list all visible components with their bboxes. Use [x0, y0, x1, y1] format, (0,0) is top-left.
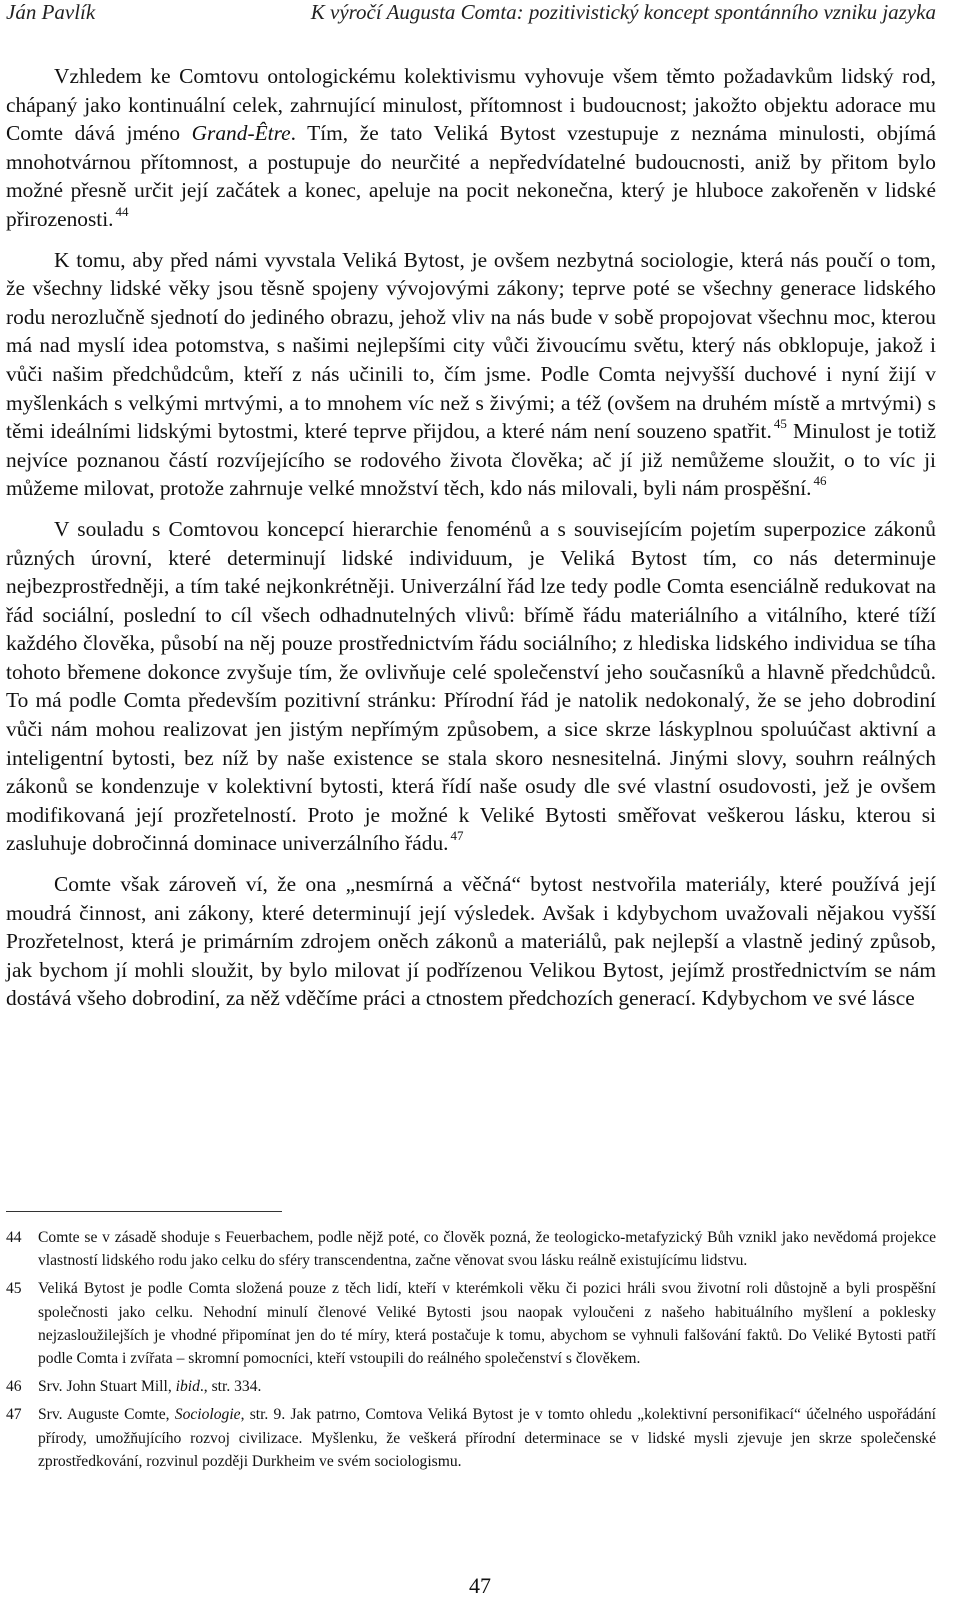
header-title: K výročí Augusta Comta: pozitivistický koncept spontánního vzniku jazyka	[310, 0, 936, 24]
paragraph-2	[6, 246, 936, 503]
paragraph-3	[6, 515, 936, 858]
footnote-text-prefix: Srv. John Stuart Mill,	[38, 1378, 176, 1396]
footnote-number: 46	[6, 1378, 22, 1396]
footnote-text-suffix: , str. 9. Jak patrno, Comtova Veliká Bytost je v tomto ohledu „kolektivní personifikací“ účelného uspořádání přírody, umožňujícího rozvoj civilizace. Myšlenku, že veškerá přírodní determinace se v lidské mysli zjevuje jen skrze společenské zprostředkování, rozvinul později Durkheim ve svém sociologismu.	[38, 1406, 936, 1470]
footnote-47	[6, 1403, 936, 1473]
footnote-divider	[6, 1211, 282, 1212]
page-number: 47	[469, 1573, 491, 1598]
paragraph-2-text-b: Minulost je totiž nejvíce poznanou částí rozvíjejícího se rodového života člověka; ač jí již nemůžeme sloužit, o to víc ji můžeme milovat, protože zahrnuje velké množství těch, kdo nás milovali, byli nám prospěšní.	[6, 419, 936, 501]
footnote-text-suffix: ., str. 334.	[199, 1378, 262, 1396]
paragraph-3-text: V souladu s Comtovou koncepcí hierarchie fenoménů a s souvisejícím pojetím superpozice zákonů různých úrovní, které determinují lidské individuum, je Veliká Bytost tím, co nás determinuje nejbezprostředněji, a tím také nejkonkrétněji. Univerzální řád lze tedy podle Comta esenciálně redukovat na řád sociální, poslední to cíl všech odhadnutelných vlivů: břímě řádu materiálního a vitálního, které tíží každého člověka, působí na něj pouze prostřednictvím řádu sociálního; z hlediska lidského individua se tíha tohoto břemene dokonce zvyšuje tím, že ovlivňuje celé společenství jeho současníků a hlavně předchůdců. To má podle Comta především pozitivní stránku: Přírodní řád je natolik nedokonalý, že se jeho dobrodiní vůči nám mohou realizovat jen jistým nepřímým způsobem, a sice skrze láskyplnou spoluúčast aktivní a inteligentní bytosti, bez níž by naše existence se stala skoro nesnesitelná. Jinými slovy, souhrn reálných zákonů se kondenzuje v kolektivní bytosti, která řídí naše osudy dle své vlastní osudovosti, jež je ovšem modifikovaná její prozřetelností. Proto je možné k Veliké Bytosti směřovat veškerou lásku, kterou si zasluhuje dobročinná dominace univerzálního řádu.	[6, 516, 936, 856]
footnote-text: Veliká Bytost je podle Comta složená pouze z těch lidí, kteří v kterémkoli věku či pozici hráli svou životní roli důstojně a byli prospěšní společnosti jako celku. Nehodní minulí členové Veliké Bytosti jsou naopak vyloučeni z našeho habituálního myšlení a poklesky nejzasloužilejších je vhodné připomínat jen do té míry, která postačuje k tomu, abychom se vyhnuli falšování faktů. Do Veliké Bytosti patří podle Comta i zvířata – skromní pomocníci, kteří vstoupili do reálného společenství s člověkem.	[38, 1280, 936, 1368]
footnote-46	[6, 1375, 936, 1398]
running-header	[6, 0, 936, 30]
paragraph-2-text-a: K tomu, aby před námi vyvstala Veliká Bytost, je ovšem nezbytná sociologie, která nás poučí o tom, že všechny lidské věky jsou těsně spojeny vývojovými zákony; teprve poté se všechny generace lidského rodu nerozlučně sjednotí do jediného obrazu, jehož vliv na nás bude v sobě propojovat všechnu moc, kterou má nad myslí idea potomstva, s našimi nejlepšími city vůči živoucímu světu, který nás obklopuje, jakož i vůči našim předchůdcům, kteří z nás učinili to, čím jsme. Podle Comta nejvyšší duchové i nyní žijí v myšlenkách s velkými mrtvými, a to mnohem víc než s živými; a též (ovšem na druhém místě a mrtvými) s těmi ideálními lidskými bytostmi, které teprve přijdou, a které nám není souzeno spatřit.	[6, 247, 936, 444]
footnote-ref-45[interactable]: 45	[773, 416, 787, 431]
footnote-italic: Sociologie	[174, 1406, 241, 1424]
footnote-text-prefix: Srv. Auguste Comte,	[38, 1406, 175, 1424]
footnote-number: 44	[6, 1229, 22, 1246]
footnote-number: 45	[6, 1280, 22, 1298]
paragraph-4-text: Comte však zároveň ví, že ona „nesmírná a věčná“ bytost nestvořila materiály, které používá její moudrá činnost, ani zákony, které determinují její výsledek. Avšak i kdybychom uvažovali nějakou vyšší Prozřetelnost, která je primárním zdrojem oněch zákonů a materiálů, pak nejlepší a vlastně jediný způsob, jak bychom jí mohli sloužit, by bylo milovat jí podřízenou Velikou Bytost, jejímž prostřednictvím se nám dostává všeho dobrodiní, za něž vděčíme práci a ctnostem předchozích generací. Kdybychom ve své lásce	[6, 872, 936, 1011]
footnote-ref-46[interactable]: 46	[813, 473, 827, 489]
footnote-ref-44[interactable]: 44	[115, 203, 129, 219]
paragraph-4	[6, 870, 936, 1013]
paragraph-1	[6, 62, 936, 234]
footnote-44	[6, 1226, 936, 1272]
footnote-45	[6, 1277, 936, 1370]
grand-etre-term: Grand-Être	[191, 121, 291, 146]
footnote-text: Comte se v zásadě shoduje s Feuerbachem, podle nějž poté, co člověk pozná, že teologicko-metafyzický Bůh vznikl jako nevědomá projekce vlastností lidského rodu jako celku do sféry transcendentna, začne věnovat svou lásku reálně existujícímu lidstvu.	[38, 1229, 936, 1270]
footnote-ref-47[interactable]: 47	[450, 828, 464, 844]
main-text	[6, 62, 936, 1025]
header-author: Ján Pavlík	[6, 0, 96, 24]
footnote-number: 47	[6, 1406, 22, 1424]
footnotes-section	[6, 1226, 936, 1478]
paragraph-1-text-a: Vzhledem ke Comtovu ontologickému kolektivismu vyhovuje všem těmto požadavkům lidský rod, chápaný jako kontinuální celek, zahrnující minulost, přítomnost i budoucnost; jakožto objektu adorace mu Comte dává jméno	[6, 64, 936, 146]
paragraph-1-text-b: . Tím, že tato Veliká Bytost vzestupuje z neznáma minulosti, objímá mnohotvárnou přítomnost, a postupuje do neurčité a nepředvídatelné budoucnosti, aniž by přitom bylo možné přesně určit její začátek a konec, apeluje na pocit nekonečna, který je hluboce zakořeněn v lidské přirozenosti.	[6, 121, 936, 231]
footnote-italic: ibid	[175, 1378, 200, 1396]
